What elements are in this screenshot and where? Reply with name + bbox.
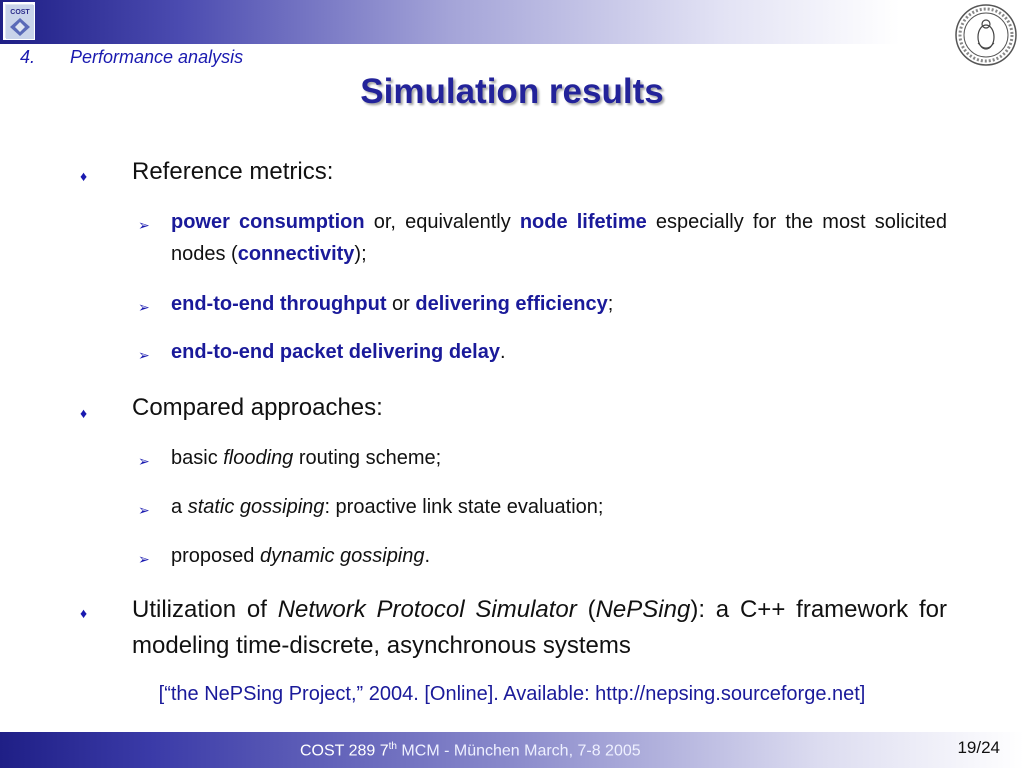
diamond-bullet-icon: ♦ (80, 405, 88, 421)
list-item-dynamic-gossiping: proposed dynamic gossiping. (171, 545, 431, 567)
bullet-reference-metrics: Reference metrics: (132, 158, 334, 185)
arrow-bullet-icon: ➢ (138, 217, 150, 233)
arrow-bullet-icon: ➢ (138, 299, 150, 315)
list-item-power-consumption: power consumption or, equivalently node lifetime especially for the most solicited nodes (connectivity); (171, 211, 948, 265)
list-item-delay: end-to-end packet delivering delay. (171, 341, 506, 363)
reference-citation: [“the NePSing Project,” 2004. [Online]. Available: http://nepsing.sourceforge.net] (158, 683, 866, 705)
footer-text: COST 289 7th MCM - München March, 7-8 2005 (300, 741, 641, 760)
list-item-flooding: basic flooding routing scheme; (171, 447, 442, 469)
diamond-bullet-icon: ♦ (80, 168, 88, 184)
arrow-bullet-icon: ➢ (138, 453, 150, 469)
arrow-bullet-icon: ➢ (138, 502, 150, 518)
list-item-static-gossiping: a static gossiping: proactive link state evaluation; (171, 496, 604, 518)
section-label: Performance analysis (70, 47, 244, 67)
university-seal-icon (954, 3, 1018, 67)
arrow-bullet-icon: ➢ (138, 551, 150, 567)
slide-title: Simulation results (360, 72, 664, 111)
list-item-throughput: end-to-end throughput or delivering efficiency; (171, 293, 614, 315)
arrow-bullet-icon: ➢ (138, 347, 150, 363)
bullet-utilization: Utilization of Network Protocol Simulator (NePSing): a C++ framework for modeling time-discrete, asynchronous systems (132, 596, 948, 659)
diamond-bullet-icon: ♦ (80, 605, 88, 621)
page-number: 19/24 (957, 738, 1000, 757)
section-heading (20, 47, 243, 68)
section-number: 4. (20, 47, 36, 67)
cost-logo-text: COST (10, 9, 30, 16)
bullet-compared-approaches: Compared approaches: (132, 394, 383, 421)
cost-logo (3, 2, 35, 40)
header-band (0, 0, 900, 44)
